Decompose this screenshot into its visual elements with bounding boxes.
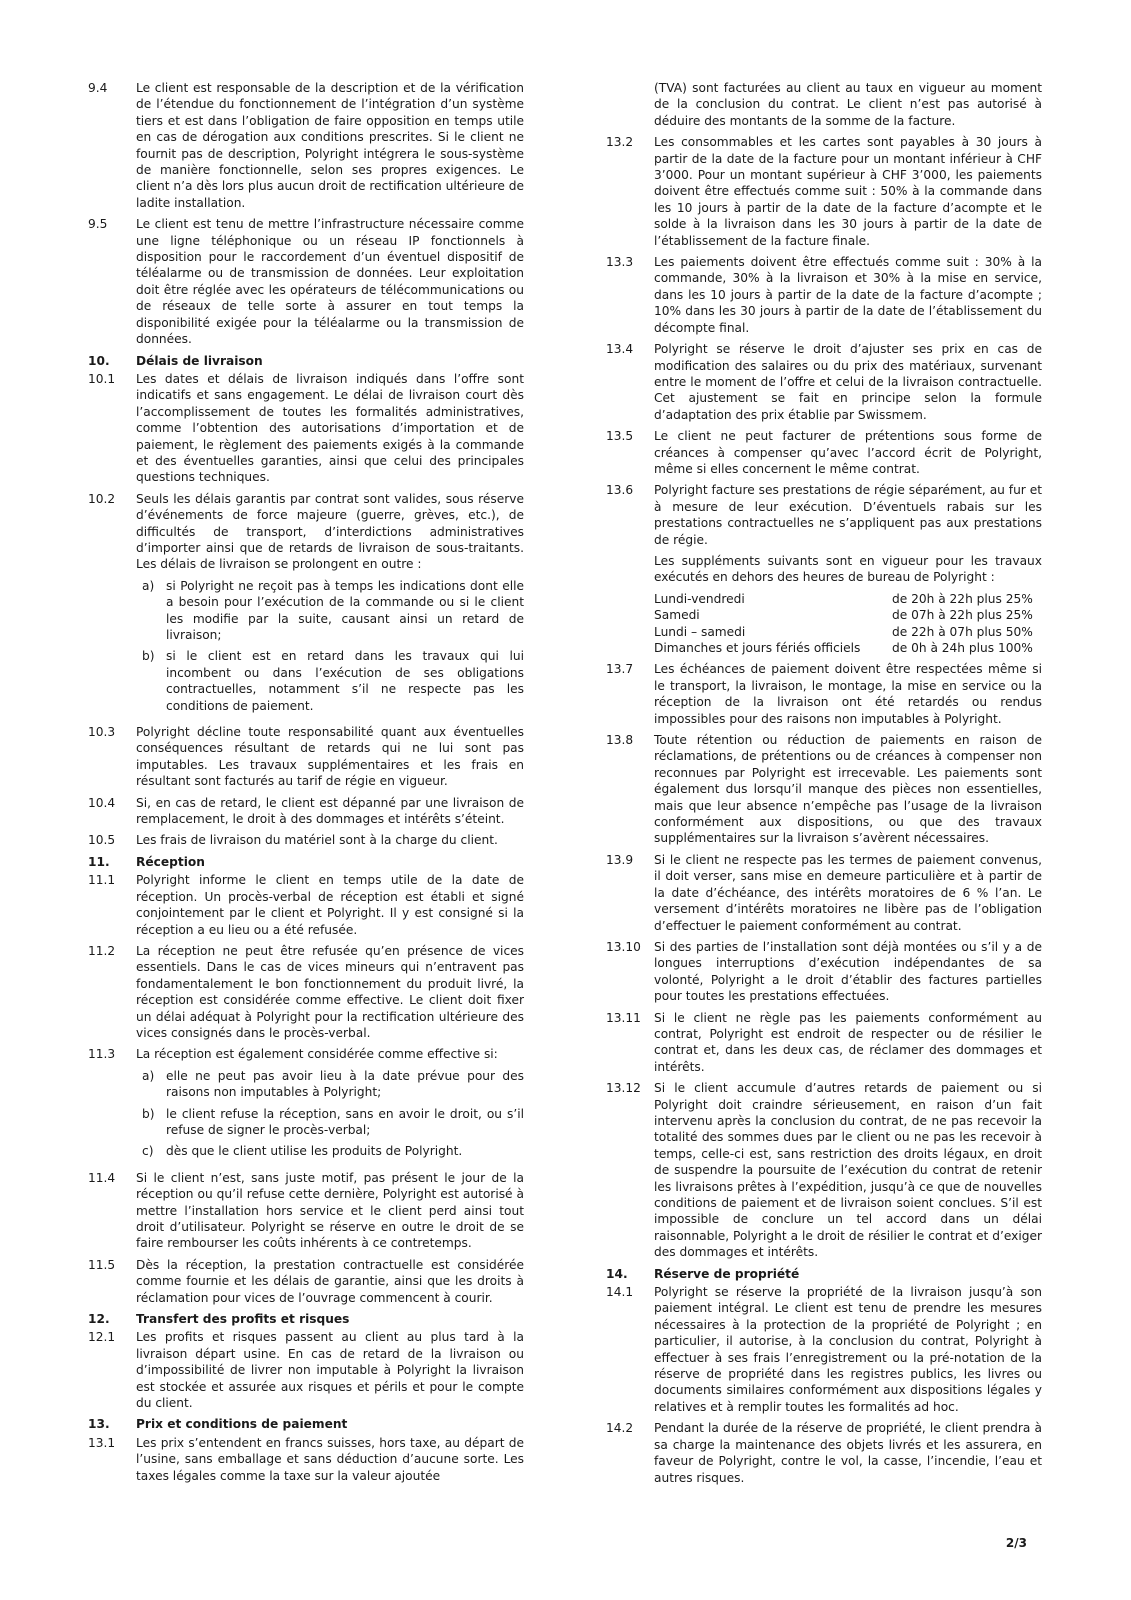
- clause: [606, 134, 1042, 249]
- schedule-time: de 07h à 22h plus 25%: [892, 608, 1033, 623]
- clause-body: [136, 80, 524, 211]
- clause-body: [654, 661, 1042, 727]
- list-item: [136, 1143, 524, 1159]
- clause-body: [654, 1010, 1042, 1076]
- clause-text: Les échéances de paiement doivent être respectées même si le transport, la livraison, le montage, la mise en service ou la réception de la livraison ont été retardés ou rendus impossibles pour des raisons non imputables à Polyright.: [654, 662, 1042, 726]
- clause-text: Polyright se réserve la propriété de la livraison jusqu’à son paiement intégral. Le client est tenu de prendre les mesures nécessaires à la protection de la propriété de Polyright ; en particulier, il autorise, à la conclusion du contrat, Polyright à effectuer à ses frais l’enregistrement ou la pré-notation de la réserve de propriété dans les registres publics, les livres ou documents similaires conformément aux dispositions légales y relatives et à remplir toutes les formalités ad hoc.: [654, 1285, 1042, 1414]
- clause-text: Les frais de livraison du matériel sont à la charge du client.: [136, 833, 498, 848]
- list-item-label: a): [142, 578, 155, 593]
- section-title: Prix et conditions de paiement: [136, 1417, 348, 1432]
- list-item-text: le client refuse la réception, sans en avoir le droit, ou s’il refuse de signer le procès-verbal;: [166, 1106, 524, 1137]
- clause: [88, 1435, 524, 1484]
- clause: [606, 661, 1042, 727]
- clause: [88, 1170, 524, 1252]
- clause: [88, 80, 524, 211]
- clause-number: 13.12: [606, 1081, 641, 1096]
- clause-number: 13.11: [606, 1010, 641, 1025]
- list-item: [136, 1068, 524, 1101]
- clause-text: Si le client ne respecte pas les termes de paiement convenus, il doit verser, sans mise en demeure particulière et à partir de la date d’échéance, des intérêts moratoires de 6 % l’an. Le versement d’intérêts moratoires ne libère pas de l’obligation d’effectuer le paiement conformément au contrat.: [654, 852, 1042, 933]
- clause: [88, 795, 524, 828]
- clause: [88, 1046, 524, 1164]
- clause-number: 11.5: [88, 1257, 116, 1272]
- clause-number: 14.1: [606, 1285, 634, 1300]
- clause-text: Seuls les délais garantis par contrat sont valides, sous réserve d’événements de force majeure (guerre, grèves, etc.), de difficultés de transport, d’interdictions administratives d’importer ainsi que de retards de livraison de sous-traitants. Les délais de livraison se prolongent en outre :: [136, 491, 524, 572]
- clause-body: [136, 216, 524, 347]
- section-number: 12.: [88, 1312, 110, 1327]
- list-item-text: elle ne peut pas avoir lieu à la date prévue pour des raisons non imputables à Polyright;: [166, 1068, 524, 1100]
- list-item: [136, 1106, 524, 1139]
- clause-text: Les profits et risques passent au client au plus tard à la livraison départ usine. En cas de retard de la livraison ou d’impossibilité de livrer non imputable à Polyright la livraison est stockée et assurée aux risques et périls et pour le compte du client.: [136, 1330, 524, 1411]
- clause-text: Les dates et délais de livraison indiqués dans l’offre sont indicatifs et sans engagement. Le délai de livraison court dès l’accomplissement de toutes les formalités administratives, comme l’obtention des autorisations d’importation et de paiement, le règlement des paiements exigés à la commande et des éventuelles garanties, ainsi que celui des principales questions techniques.: [136, 371, 524, 485]
- clause-number: 14.2: [606, 1421, 634, 1436]
- section-title: Réception: [136, 854, 205, 869]
- clause-text: La réception est également considérée comme effective si:: [136, 1047, 498, 1062]
- clause: [606, 852, 1042, 934]
- clause-body: [136, 872, 524, 938]
- clause-body: [136, 371, 524, 486]
- list-item-text: si Polyright ne reçoit pas à temps les indications dont elle a besoin pour l’exécution de la commande ou si le client les modifie par la suite, causant ainsi un retard de livraison;: [166, 578, 524, 642]
- clause-body: [136, 832, 524, 848]
- clause-body: [136, 1435, 524, 1484]
- clause-number: 11.3: [88, 1047, 116, 1062]
- schedule-day: Samedi: [654, 608, 700, 623]
- clause-number: 9.4: [88, 81, 108, 95]
- section-heading: [606, 1266, 1042, 1282]
- clause-text: Le client est tenu de mettre l’infrastructure nécessaire comme une ligne téléphonique ou un réseau IP fonctionnels à disposition pour le raccordement d’un éventuel dispositif de téléalarme ou de transmission de données. Leur exploitation doit être réglée avec les opérateurs de télécommunications ou de réseaux de telle sorte à assurer en tout temps la disponibilité exigée pour la téléalarme ou la transmission de données.: [136, 217, 524, 347]
- clause: [88, 943, 524, 1041]
- list-item-label: b): [142, 1106, 155, 1121]
- clause: [88, 216, 524, 347]
- clause-number: 11.1: [88, 873, 116, 888]
- schedule-row: [654, 640, 1042, 656]
- schedule-day: Dimanches et jours fériés officiels: [654, 641, 861, 655]
- clause-text: Polyright informe le client en temps utile de la date de réception. Un procès-verbal de réception est établi et signé conjointement par le client et Polyright. Il y est consigné si la réception a eu lieu ou a été refusée.: [136, 873, 524, 937]
- clause-number: 10.1: [88, 371, 116, 386]
- schedule-day: Lundi-vendredi: [654, 591, 745, 606]
- schedule-row: [654, 607, 1042, 623]
- clause-number: 13.6: [606, 483, 634, 498]
- clause: [88, 832, 524, 848]
- clause-number: 13.4: [606, 342, 634, 357]
- clause-body: [136, 1170, 524, 1252]
- clause-number: 10.3: [88, 725, 116, 740]
- clause-body: [654, 1284, 1042, 1415]
- clause: [606, 254, 1042, 336]
- clause-number: 10.5: [88, 833, 116, 848]
- clause: [88, 491, 524, 719]
- list-item-label: a): [142, 1068, 155, 1083]
- clause-text: La réception ne peut être refusée qu’en présence de vices essentiels. Dans le cas de vices mineurs qui n’entravent pas fondamentalement le bon fonctionnement du produit livré, la réception est considérée comme effective. Le client doit fixer un délai adéquat à Polyright pour la rectification ultérieure des vices consignés dans le procès-verbal.: [136, 943, 524, 1040]
- schedule-row: [654, 624, 1042, 640]
- clause-continuation: (TVA) sont facturées au client au taux en vigueur au moment de la conclusion du contrat. Le client n’est pas autorisé à déduire des montants de la somme de la facture.: [654, 81, 1042, 128]
- clause-body: [654, 254, 1042, 336]
- clause-number: 11.2: [88, 943, 116, 958]
- clause-number: 13.3: [606, 255, 634, 270]
- section-title: Délais de livraison: [136, 353, 263, 368]
- right-column: [606, 80, 1042, 1491]
- clause-text: Polyright se réserve le droit d’ajuster ses prix en cas de modification des salaires ou du prix des matériaux, survenant entre le moment de l’offre et celui de la livraison contractuelle. Cet ajustement se fait en principe selon la formule d’adaptation des prix établie par Swissmem.: [654, 342, 1042, 422]
- section-title: Transfert des profits et risques: [136, 1312, 350, 1327]
- clause-text: Polyright facture ses prestations de régie séparément, au fur et à mesure de leur exécution. D’éventuels rabais sur les prestations contractuelles ne s’appliquent pas aux prestations de régie.: [654, 483, 1042, 547]
- clause-body: [654, 341, 1042, 423]
- clause: [606, 1420, 1042, 1486]
- list-item-label: c): [142, 1144, 154, 1159]
- clause-text: Le client ne peut facturer de prétentions sous forme de créances à compenser qu’avec l’accord écrit de Polyright, même si elles concernent le même contrat.: [654, 429, 1042, 476]
- clause-text: Si le client ne règle pas les paiements conformément au contrat, Polyright est endroit de respecter ou de résilier le contrat et, dans les deux cas, de réclamer des dommages et intérêts.: [654, 1010, 1042, 1074]
- clause-body: [654, 482, 1042, 656]
- clause-number: 12.1: [88, 1330, 116, 1345]
- left-column: [88, 80, 524, 1489]
- clause-body: [136, 943, 524, 1041]
- clause: [606, 939, 1042, 1005]
- clause-text: Les paiements doivent être effectués comme suit : 30% à la commande, 30% à la livraison et 30% à la mise en service, dans les 10 jours à partir de la date de la facture d’acompte ; 10% dans les 30 jours à partir de la date de l’établissement du décompte final.: [654, 255, 1042, 335]
- clause-body: [136, 724, 524, 790]
- page-number: 2/3: [1005, 1536, 1027, 1550]
- clause: [606, 1284, 1042, 1415]
- list-item-text: si le client est en retard dans les travaux qui lui incombent ou dans l’exécution de ses obligations contractuelles, notamment s’il ne respecte pas les conditions de paiement.: [166, 649, 524, 713]
- section-title: Réserve de propriété: [654, 1266, 800, 1281]
- clause: [606, 482, 1042, 656]
- section-number: 11.: [88, 854, 110, 869]
- clause: [606, 1080, 1042, 1260]
- clause-number: 9.5: [88, 217, 108, 232]
- section-heading: [88, 353, 524, 369]
- clause: [88, 1329, 524, 1411]
- clause-text: Si le client accumule d’autres retards de paiement ou si Polyright doit craindre sérieusement, en raison d’un fait intervenu après la conclusion du contrat, de ne pas recevoir la totalité des sommes dues par le client ou ne pas les recevoir à temps, celle-ci est, sans restriction des droits légaux, en droit de suspendre la poursuite de l’exécution du contrat de retenir les livraisons prêtes à l’expédition, jusqu’à ce que de nouvelles conditions de paiement et de livraison soient conclues. S’il est impossible de conclure un tel accord dans un délai raisonnable, Polyright a le droit de résilier le contrat et d’exiger des dommages et intérêts.: [654, 1081, 1042, 1260]
- clause: [606, 1010, 1042, 1076]
- clause-number: 10.2: [88, 491, 116, 506]
- clause-body: [654, 428, 1042, 477]
- clause-body: [654, 852, 1042, 934]
- list-item: [136, 648, 524, 714]
- clause-text: Les consommables et les cartes sont payables à 30 jours à partir de la date de la facture pour un montant inférieur à CHF 3’000. Pour un montant supérieur à CHF 3’000, les paiements doivent être effectués comme suit : 50% à la commande dans les 10 jours à partir de la date de la facture d’acompte et le solde à la livraison dans les 30 jours à partir de la date de l’établissement de la facture finale.: [654, 135, 1042, 248]
- section-heading: [88, 1416, 524, 1432]
- section-heading: [88, 854, 524, 870]
- clause: [606, 341, 1042, 423]
- clause: [606, 428, 1042, 477]
- clause: [88, 1257, 524, 1306]
- clause-body: [136, 1257, 524, 1306]
- list-item-label: b): [142, 649, 155, 664]
- section-number: 14.: [606, 1266, 628, 1281]
- clause-body: [136, 1329, 524, 1411]
- schedule-time: de 0h à 24h plus 100%: [892, 641, 1033, 655]
- clause-number: 13.9: [606, 852, 634, 867]
- list-item-text: dès que le client utilise les produits de Polyright.: [166, 1144, 463, 1159]
- clause: [606, 732, 1042, 847]
- clause-body: [654, 732, 1042, 847]
- clause-text: Le client est responsable de la description et de la vérification de l’étendue du fonctionnement de l’intégration d’un système tiers et est dans l’obligation de faire opposition en temps utile en cas de dérogation aux conditions prescrites. Si le client ne fournit pas de description, Polyright intégrera le sous-système de manière fonctionnelle, selon ses propres exigences. Le client n’a dès lors plus aucun droit de rectification ultérieure de ladite installation.: [136, 81, 524, 210]
- section-heading: [88, 1311, 524, 1327]
- section-number: 13.: [88, 1417, 110, 1432]
- clause: [88, 724, 524, 790]
- clause-text: Polyright décline toute responsabilité quant aux éventuelles conséquences résultant de retards qui ne lui sont pas imputables. Les travaux supplémentaires et les frais en résultant sont facturés au tarif de régie en vigueur.: [136, 725, 524, 789]
- clause-body: [654, 1080, 1042, 1260]
- list-item: [136, 578, 524, 644]
- clause-text: Les prix s’entendent en francs suisses, hors taxe, au départ de l’usine, sans emballage et sans déduction d’aucune sorte. Les taxes légales comme la taxe sur la valeur ajoutée: [136, 1435, 524, 1483]
- clause-number: 13.8: [606, 733, 634, 748]
- clause-body: [654, 1420, 1042, 1486]
- clause-text: Si, en cas de retard, le client est dépanné par une livraison de remplacement, le droit à des dommages et intérêts s’éteint.: [136, 795, 524, 827]
- clause-body: [654, 134, 1042, 249]
- clause-body: [136, 491, 524, 719]
- clause-body: [136, 1046, 524, 1164]
- clause-text: Si des parties de l’installation sont déjà montées ou s’il y a de longues interruptions d’exécution indépendantes de sa volonté, Polyright a le droit d’établir des factures partielles pour toutes les prestations effectuées.: [654, 939, 1042, 1004]
- schedule-time: de 22h à 07h plus 50%: [892, 624, 1033, 639]
- clause-text: Dès la réception, la prestation contractuelle est considérée comme fournie et les délais de garantie, ainsi que les droits à réclamation pour vices de l’ouvrage commencent à courir.: [136, 1257, 524, 1305]
- surcharge-schedule: [654, 591, 1042, 657]
- clause-number: 13.1: [88, 1435, 116, 1450]
- clause-number: 13.5: [606, 429, 634, 444]
- clause-text: Les suppléments suivants sont en vigueur pour les travaux exécutés en dehors des heures de bureau de Polyright :: [654, 553, 1042, 585]
- clause-text: Pendant la durée de la réserve de propriété, le client prendra à sa charge la maintenance des objets livrés et les assurera, en faveur de Polyright, contre le vol, la casse, l’incendie, l’eau et autres risques.: [654, 1421, 1042, 1485]
- clause-text: Si le client n’est, sans juste motif, pas présent le jour de la réception ou qu’il refuse cette dernière, Polyright est autorisé à mettre l’installation hors service et le client perd ainsi tout droit d’utilisateur. Polyright se réserve en outre le droit de se faire rembourser les coûts inhérents à ce contretemps.: [136, 1170, 524, 1251]
- clause-body: [136, 795, 524, 828]
- schedule-day: Lundi – samedi: [654, 624, 746, 639]
- clause-number: 13.7: [606, 662, 634, 677]
- clause-number: 11.4: [88, 1170, 116, 1185]
- clause: [88, 872, 524, 938]
- clause-body: [654, 939, 1042, 1005]
- section-number: 10.: [88, 353, 110, 368]
- clause-number: 13.2: [606, 135, 634, 150]
- clause-number: 10.4: [88, 795, 116, 810]
- schedule-row: [654, 591, 1042, 607]
- clause: [88, 371, 524, 486]
- clause-text: Toute rétention ou réduction de paiements en raison de réclamations, de prétentions ou de créances à compenser non reconnues par Polyright est irrecevable. Les paiements sont également dus lorsqu’il manque des pièces non essentielles, mais que leur absence n’empêche pas l’usage de la livraison conformément aux dispositions, ou que des travaux supplémentaires sur la livraison s’avèrent nécessaires.: [654, 733, 1042, 846]
- clause-number: 13.10: [606, 939, 641, 954]
- schedule-time: de 20h à 22h plus 25%: [892, 591, 1033, 606]
